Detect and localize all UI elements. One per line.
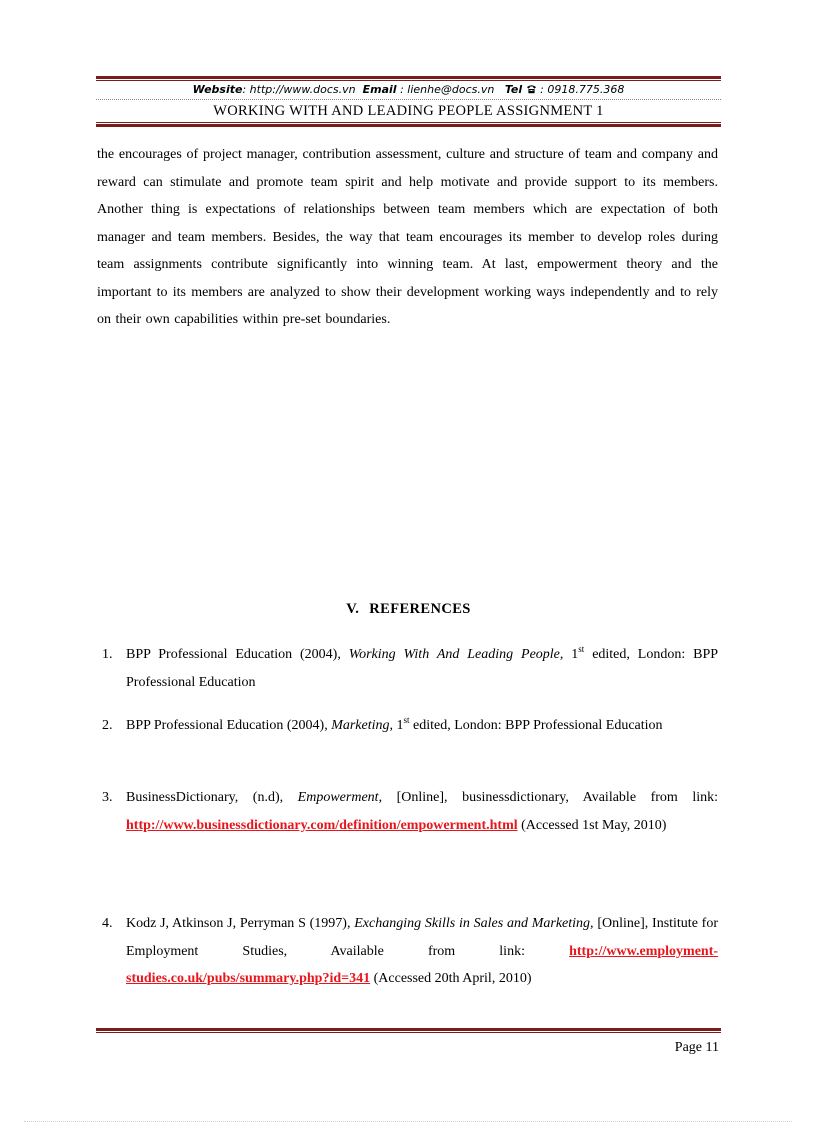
reference-text <box>126 784 718 839</box>
document-title: WORKING WITH AND LEADING PEOPLE ASSIGNMENT 1 <box>213 103 604 119</box>
reference-edition-sup: st <box>578 644 585 654</box>
section-heading <box>96 598 721 620</box>
header-dotted-divider <box>96 99 721 100</box>
reference-number: 4. <box>102 916 113 931</box>
reference-item <box>97 641 718 696</box>
reference-item <box>97 784 718 839</box>
reference-text <box>126 641 718 696</box>
page-edge <box>24 1121 792 1122</box>
reference-text <box>126 712 718 740</box>
reference-text <box>126 910 718 993</box>
reference-authors: BusinessDictionary, (n.d), <box>126 790 298 805</box>
reference-title: Empowerment <box>297 790 379 805</box>
reference-edition: , 1 <box>559 647 579 662</box>
reference-title: Working With And Leading People <box>348 647 560 662</box>
footer-rule-thin <box>96 1032 721 1033</box>
reference-edition: , 1 <box>389 718 404 733</box>
reference-title: Marketing <box>331 718 390 733</box>
reference-edition-sup: st <box>403 715 410 725</box>
reference-link[interactable]: http://www.businessdictionary.com/definition/empowerment.html <box>126 817 518 833</box>
reference-link[interactable]: http://www.employment-studies.co.uk/pubs/summary.php?id=341 <box>126 943 719 986</box>
header-rule-bottom <box>96 124 721 127</box>
email-value: : lienhe@docs.vn <box>400 83 495 96</box>
reference-accessed: (Accessed 20th April, 2010) <box>370 971 532 986</box>
reference-number: 3. <box>102 790 113 805</box>
reference-source: , [Online], businessdictionary, Available from link: <box>378 790 719 805</box>
reference-authors: BPP Professional Education (2004), <box>126 647 349 662</box>
body-paragraph: the encourages of project manager, contribution assessment, culture and structure of team and company and reward can stimulate and promote team spirit and help motivate and provide support to its members. Another thing is expectations of relationships between team members which are expectation of both manager and team members. Besides, the way that team encourages its member to develop roles during team assignments contribute significantly into winning team. At last, empowerment theory and the important to its members are analyzed to show their development working ways independently and to rely on their own capabilities within pre-set boundaries. <box>97 147 718 327</box>
reference-authors: Kodz J, Atkinson J, Perryman S (1997), <box>126 916 355 931</box>
reference-publisher: edited, London: BPP Professional Education <box>409 718 663 733</box>
header-contact-line <box>96 82 721 98</box>
tel-label: Tel <box>504 83 523 96</box>
reference-publisher: edited, London: BPP Professional Education <box>126 647 719 690</box>
reference-number: 2. <box>102 718 113 733</box>
footer-rule <box>96 1028 721 1031</box>
website-value: : http://www.docs.vn <box>242 83 356 96</box>
reference-number: 1. <box>102 647 113 662</box>
reference-title: Exchanging Skills in Sales and Marketing, <box>354 916 594 931</box>
phone-icon <box>526 83 541 96</box>
section-title: REFERENCES <box>369 601 471 617</box>
website-label: Website <box>192 83 243 96</box>
reference-authors: BPP Professional Education (2004), <box>126 718 332 733</box>
header-rule-top-thin <box>96 80 721 81</box>
header-rule-top <box>96 76 721 79</box>
section-number: V. <box>346 601 360 617</box>
header-rule-bottom-thin <box>96 122 721 123</box>
reference-item <box>97 712 718 740</box>
reference-item <box>97 910 718 993</box>
reference-accessed: (Accessed 1st May, 2010) <box>517 817 667 833</box>
tel-value: : 0918.775.368 <box>540 83 625 96</box>
page-number: Page 11 <box>674 1040 719 1055</box>
email-label: Email <box>362 83 397 96</box>
reference-source: [Online], Institute for Employment Studies, Available from link: <box>126 916 719 959</box>
